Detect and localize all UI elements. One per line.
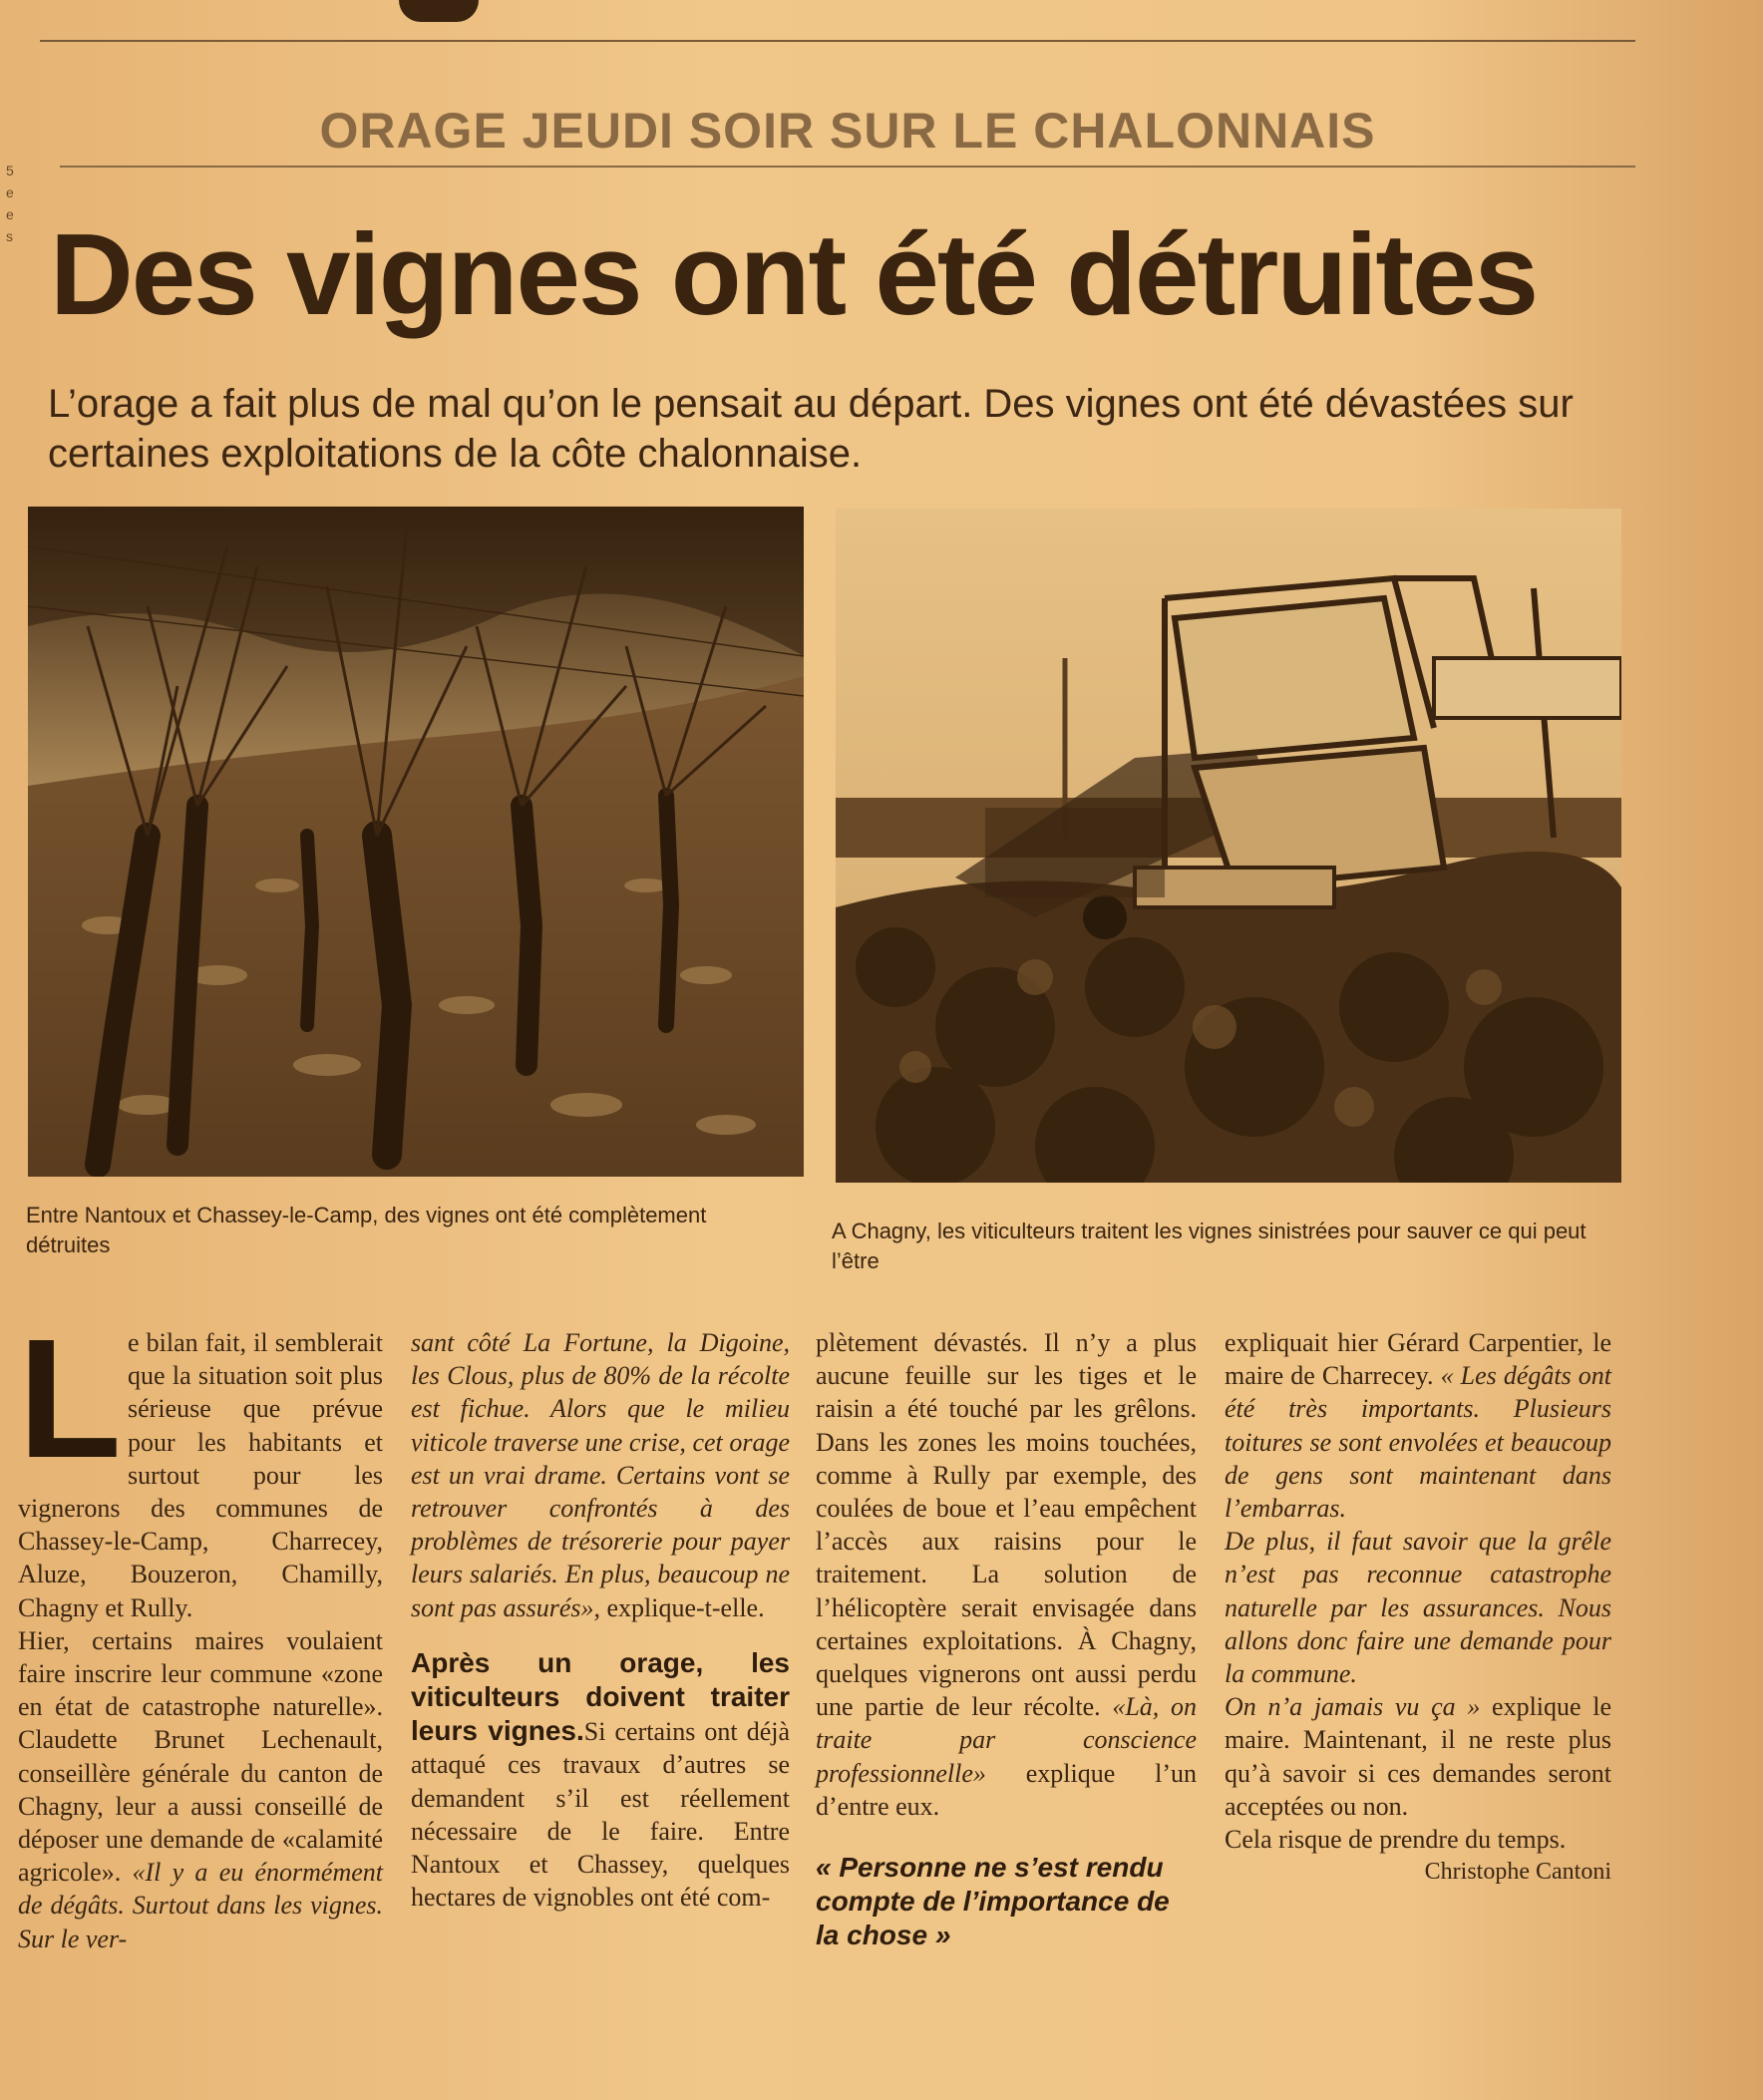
standfirst: L’orage a fait plus de mal qu’on le pensait au départ. Des vignes ont été dévastées sur certaines exploitations de la côte chalonnaise. [48,382,1574,476]
article-column-3 [816,1326,1197,1952]
kicker-rule [60,166,1635,168]
quote-paragraph: De plus, il faut savoir que la grêle n’est pas reconnue catastrophe naturelle par les assurances. Nous allons donc faire une demande pour la commune. [1225,1527,1611,1689]
paragraph: Après un orage, les viticulteurs doivent traiter leurs vignes.Si certains ont déjà attaqué ces travaux d’autres se demandent s’il est réellement nécessaire de le faire. Entre Nantoux et Chassey, quelques hectares de vignobles ont été com- [411,1646,790,1913]
subheading: Après un orage, les viticulteurs doivent traiter leurs vignes. [411,1646,790,1747]
photo-destroyed-vines [28,507,804,1177]
top-rule [40,40,1635,42]
article-column-1 [18,1304,384,1955]
quote: «Il y a eu énormément de dégâts. Surtout dans les vignes. Sur le ver- [18,1858,384,1953]
dropcap: L [18,1304,122,1494]
masthead-fragment [399,0,479,22]
tractor-illustration [836,509,1621,1183]
byline: Christophe Cantoni [1424,1859,1611,1886]
quote: On n’a jamais vu ça » [1225,1692,1481,1722]
article-column-2 [411,1326,790,1914]
quote: «Là, on traite par conscience professionnelle» [816,1692,1197,1788]
headline: Des vignes ont été détruites [50,209,1538,339]
article-column-4 [1225,1326,1611,1889]
paragraph: Hier, certains maires voulaient faire inscrire leur commune «zone en état de catastrophe naturelle». Claudette Brunet Lechenault, conseillère générale du canton de Chagny, leur a aussi conseillé de déposer une demande de «calamité agricole». «Il y a eu énormément de dégâts. Surtout dans les vignes. Sur le ver- [18,1625,384,1953]
photo-caption-right: A Chagny, les viticulteurs traitent les vignes sinistrées pour sauver ce qui peut l’être [832,1219,1587,1273]
quote: sant côté La Fortune, la Digoine, les Clous, plus de 80% de la récolte est fichue. Alors que le milieu viticole traverse une crise, cet orage est un vrai drame. Certains vont se retrouver confrontés à des problèmes de trésorerie pour payer leurs salariés. En plus, beaucoup ne sont pas assurés», [411,1328,790,1622]
margin-marks: 5 e e s [6,163,14,244]
paragraph: On n’a jamais vu ça » explique le maire. Maintenant, il ne reste plus qu’à savoir si ces demandes seront acceptées ou non. [1225,1692,1612,1821]
photo-caption-left: Entre Nantoux et Chassey-le-Camp, des vignes ont été complètement détruites [26,1203,707,1257]
paragraph: Cela risque de prendre du temps. [1225,1825,1567,1855]
photo-tractor-treating-vines [836,509,1621,1183]
paragraph: sant côté La Fortune, la Digoine, les Clous, plus de 80% de la récolte est fichue. Alors que le milieu viticole traverse une crise, cet orage est un vrai drame. Certains vont se retrouver confrontés à des problèmes de trésorerie pour payer leurs salariés. En plus, beaucoup ne sont pas assurés», explique-t-elle. [411,1328,790,1622]
quote: « Les dégâts ont été très importants. Plusieurs toitures se sont envolées et beaucoup de gens sont maintenant dans l’embarras. [1225,1361,1612,1524]
kicker: ORAGE JEUDI SOIR SUR LE CHALONNAIS [319,103,1376,159]
paragraph: Le bilan fait, il semblerait que la situation soit plus sérieuse que prévue pour les habitants et surtout pour les vignerons des communes de Chassey-le-Camp, Charrecey, Aluze, Bouzeron, Chamilly, Chagny et Rully. [18,1304,383,1622]
vines-illustration [28,507,804,1177]
paragraph: expliquait hier Gérard Carpentier, le maire de Charrecey. « Les dégâts ont été très importants. Plusieurs toitures se sont envolées et beaucoup de gens sont maintenant dans l’embarras. [1225,1328,1612,1524]
paragraph: plètement dévastés. Il n’y a plus aucune feuille sur les tiges et le raisin a été touché par les grêlons. Dans les zones les moins touchées, comme à Rully par exemple, des coulées de boue et l’eau empêchent l’accès aux raisins pour le traitement. La solution de l’hélicoptère serait envisagée dans certaines exploitations. À Chagny, quelques vignerons ont aussi perdu une partie de leur récolte. «Là, on traite par conscience professionnelle» explique l’un d’entre eux. [816,1328,1197,1821]
pull-quote: « Personne ne s’est rendu compte de l’importance de la chose » [816,1852,1170,1951]
